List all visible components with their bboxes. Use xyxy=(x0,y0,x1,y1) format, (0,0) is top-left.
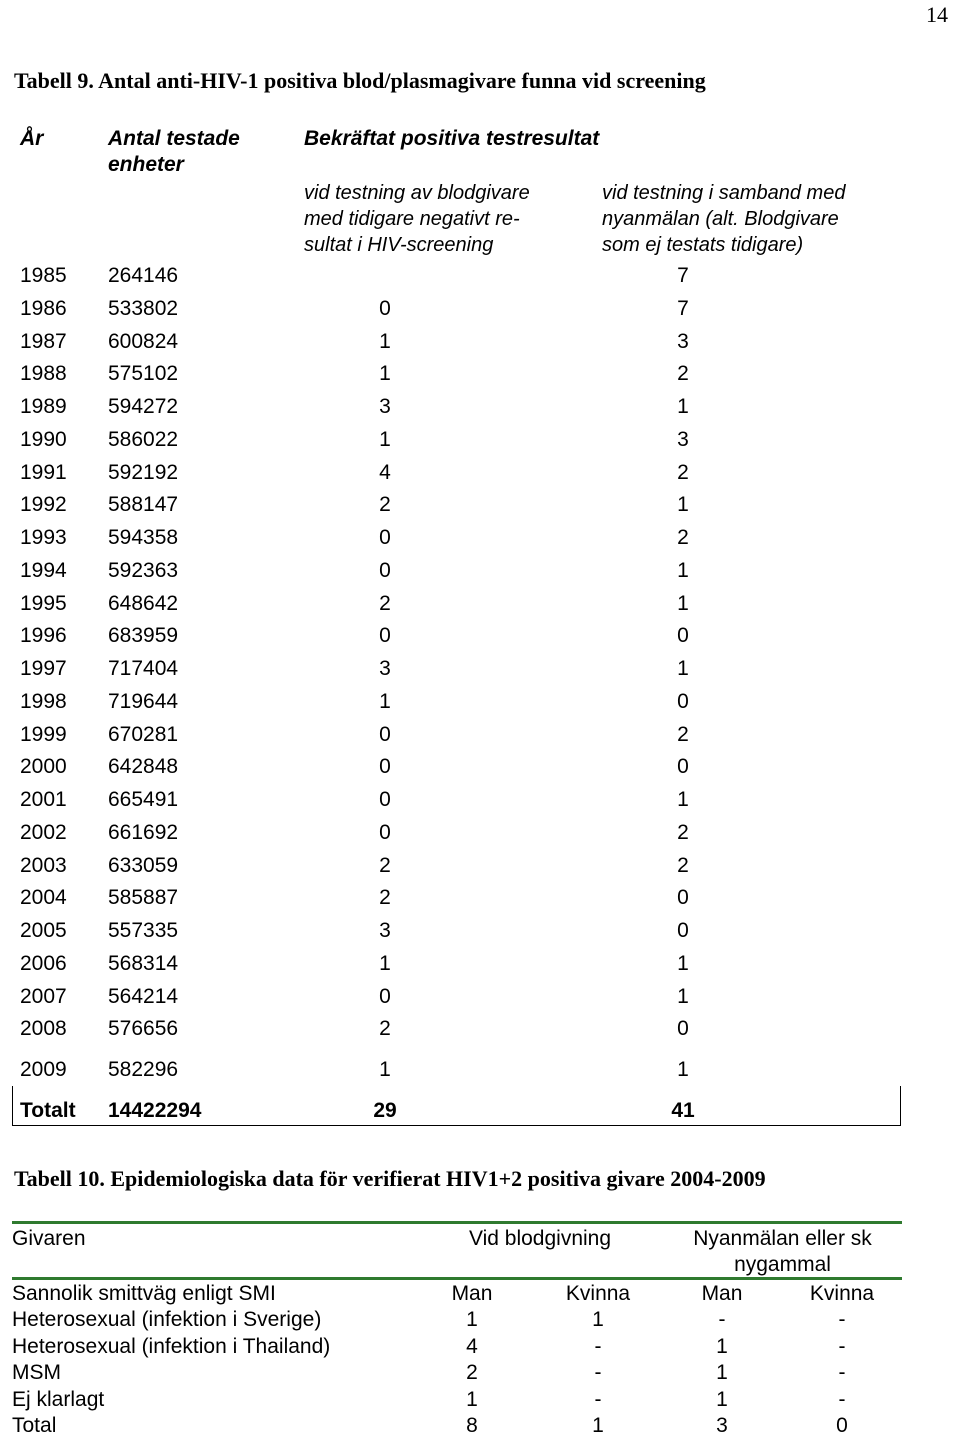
t10-subheader-man2: Man xyxy=(701,1282,743,1305)
row-units: 576656 xyxy=(108,1017,179,1041)
t10-row-kvinna2: 0 xyxy=(836,1414,848,1437)
row-year: 2004 xyxy=(20,886,67,910)
row-confirmed-nyanmalan: 0 xyxy=(677,1017,689,1041)
row-confirmed-screening: 3 xyxy=(379,919,391,942)
row-units: 557335 xyxy=(108,919,179,942)
t10-header-nyanmalan-line2: nygammal xyxy=(734,1253,831,1276)
row-year: 2001 xyxy=(20,788,67,811)
row-units: 594358 xyxy=(108,526,179,549)
row-confirmed-screening: 0 xyxy=(379,755,391,779)
row-year: 1985 xyxy=(20,264,67,287)
subheader-2-line3: som ej testats tidigare) xyxy=(602,234,804,256)
row-confirmed-screening: 1 xyxy=(379,1058,391,1081)
header-year: År xyxy=(20,127,44,150)
t10-row-kvinna2: - xyxy=(838,1308,846,1331)
row-confirmed-screening: 1 xyxy=(379,362,391,386)
row-year: 1989 xyxy=(20,395,67,418)
t10-row-label: Total xyxy=(12,1414,57,1437)
row-confirmed-nyanmalan: 7 xyxy=(677,296,689,320)
row-confirmed-screening: 0 xyxy=(379,558,391,582)
row-confirmed-screening: 0 xyxy=(379,820,391,844)
row-confirmed-nyanmalan: 2 xyxy=(677,722,689,746)
row-units: 533802 xyxy=(108,296,179,320)
row-confirmed-nyanmalan: 2 xyxy=(677,853,689,877)
row-confirmed-screening: 0 xyxy=(379,296,391,320)
row-units: 648642 xyxy=(108,591,179,615)
row-confirmed-nyanmalan: 1 xyxy=(677,984,689,1008)
t10-row-kvinna2: - xyxy=(838,1387,846,1411)
row-confirmed-nyanmalan: 1 xyxy=(677,493,689,517)
row-confirmed-nyanmalan: 0 xyxy=(677,755,689,779)
row-units: 670281 xyxy=(108,722,179,746)
row-confirmed-nyanmalan: 0 xyxy=(677,624,689,648)
row-units: 633059 xyxy=(108,853,179,877)
t10-row-kvinna1: 1 xyxy=(592,1308,604,1331)
row-confirmed-screening: 2 xyxy=(379,493,391,517)
t10-header-givaren: Givaren xyxy=(12,1227,86,1250)
t10-row-man2: 1 xyxy=(716,1334,728,1358)
row-units: 582296 xyxy=(108,1058,179,1081)
row-year: 1996 xyxy=(20,624,67,648)
row-units: 264146 xyxy=(108,264,179,287)
t10-row-kvinna1: - xyxy=(594,1361,602,1384)
row-year: 1994 xyxy=(20,558,67,582)
row-units: 592363 xyxy=(108,558,179,582)
t10-row-label: Heterosexual (infektion i Sverige) xyxy=(12,1308,322,1331)
header-units-line2: enheter xyxy=(108,153,184,176)
t10-row-kvinna2: - xyxy=(838,1334,846,1358)
row-confirmed-screening: 1 xyxy=(379,427,391,451)
row-confirmed-screening: 2 xyxy=(379,886,391,910)
row-confirmed-nyanmalan: 1 xyxy=(677,657,689,680)
t10-subheader-man1: Man xyxy=(451,1282,493,1305)
row-confirmed-nyanmalan: 2 xyxy=(677,526,689,549)
row-year: 2000 xyxy=(20,755,67,779)
t10-row-man2: - xyxy=(718,1308,726,1331)
row-year: 1993 xyxy=(20,526,67,549)
row-confirmed-screening: 3 xyxy=(379,395,391,418)
t10-row-man1: 4 xyxy=(466,1334,478,1358)
row-confirmed-nyanmalan: 0 xyxy=(677,886,689,910)
row-year: 2002 xyxy=(20,820,67,844)
t10-row-kvinna1: - xyxy=(594,1387,602,1411)
page-number: 14 xyxy=(926,2,948,27)
row-units: 568314 xyxy=(108,951,179,975)
row-year: 1991 xyxy=(20,460,67,484)
row-confirmed-nyanmalan: 1 xyxy=(677,591,689,615)
total-box-bottom xyxy=(12,1125,901,1126)
row-year: 1995 xyxy=(20,591,67,615)
subheader-1-line3: sultat i HIV-screening xyxy=(304,234,494,256)
row-confirmed-nyanmalan: 3 xyxy=(677,427,689,451)
row-year: 2007 xyxy=(20,984,67,1008)
row-units: 600824 xyxy=(108,329,179,353)
row-units: 642848 xyxy=(108,755,179,779)
row-confirmed-screening: 2 xyxy=(379,1017,391,1041)
row-year: 1990 xyxy=(20,427,67,451)
header-units-line1: Antal testade xyxy=(108,127,240,150)
row-units: 585887 xyxy=(108,886,179,910)
row-confirmed-nyanmalan: 1 xyxy=(677,395,689,418)
row-year: 2005 xyxy=(20,919,67,942)
row-units: 588147 xyxy=(108,493,179,517)
subheader-1-line1: vid testning av blodgivare xyxy=(304,182,530,204)
row-confirmed-nyanmalan: 3 xyxy=(677,329,689,353)
total-label: Totalt xyxy=(20,1099,76,1122)
row-units: 719644 xyxy=(108,689,179,713)
t10-row-man1: 2 xyxy=(466,1361,478,1384)
total-v1: 29 xyxy=(373,1099,397,1122)
row-year: 1986 xyxy=(20,296,67,320)
row-year: 2006 xyxy=(20,951,67,975)
row-units: 594272 xyxy=(108,395,179,418)
row-year: 1998 xyxy=(20,689,67,713)
row-year: 1997 xyxy=(20,657,67,680)
row-units: 575102 xyxy=(108,362,179,386)
row-units: 592192 xyxy=(108,460,179,484)
t10-row-kvinna1: 1 xyxy=(592,1414,604,1437)
subheader-2-line2: nyanmälan (alt. Blodgivare xyxy=(602,208,839,230)
t10-header-vid-blodgivning: Vid blodgivning xyxy=(468,1227,612,1250)
row-confirmed-nyanmalan: 1 xyxy=(677,788,689,811)
row-year: 1987 xyxy=(20,329,67,353)
row-confirmed-nyanmalan: 0 xyxy=(677,689,689,713)
t10-row-man1: 1 xyxy=(466,1308,478,1331)
table10-caption: Tabell 10. Epidemiologiska data för verifierat HIV1+2 positiva givare 2004-2009 xyxy=(14,1166,766,1191)
subheader-1-line2: med tidigare negativt re- xyxy=(304,208,520,230)
header-confirmed: Bekräftat positiva testresultat xyxy=(304,127,600,150)
row-confirmed-nyanmalan: 2 xyxy=(677,820,689,844)
row-units: 665491 xyxy=(108,788,179,811)
t10-row-label: Ej klarlagt xyxy=(12,1387,105,1411)
row-confirmed-screening: 0 xyxy=(379,526,391,549)
t10-row-label: MSM xyxy=(12,1361,61,1384)
t10-row-label: Heterosexual (infektion i Thailand) xyxy=(12,1334,331,1358)
row-year: 2003 xyxy=(20,853,67,877)
total-v2: 41 xyxy=(671,1099,695,1122)
row-confirmed-screening: 4 xyxy=(379,460,391,484)
row-confirmed-nyanmalan: 1 xyxy=(677,1058,689,1081)
total-box-right xyxy=(900,1086,901,1126)
t10-row-man2: 1 xyxy=(716,1361,728,1384)
total-units: 14422294 xyxy=(108,1099,202,1122)
row-confirmed-screening: 0 xyxy=(379,722,391,746)
row-units: 661692 xyxy=(108,820,179,844)
row-year: 1999 xyxy=(20,722,67,746)
row-confirmed-screening: 0 xyxy=(379,624,391,648)
table9-caption: Tabell 9. Antal anti-HIV-1 positiva blod/plasmagivare funna vid screening xyxy=(14,68,706,93)
t10-subheader-label: Sannolik smittväg enligt SMI xyxy=(12,1282,276,1305)
row-units: 564214 xyxy=(108,984,179,1008)
t10-row-kvinna2: - xyxy=(838,1361,846,1384)
row-confirmed-screening: 1 xyxy=(379,329,391,353)
row-confirmed-screening: 3 xyxy=(379,657,391,680)
row-year: 2009 xyxy=(20,1058,67,1081)
row-confirmed-nyanmalan: 2 xyxy=(677,460,689,484)
table10-rule-top xyxy=(12,1221,902,1224)
t10-header-nyanmalan-line1: Nyanmälan eller sk xyxy=(693,1227,872,1250)
row-confirmed-nyanmalan: 1 xyxy=(677,951,689,975)
t10-row-man1: 1 xyxy=(466,1387,478,1411)
row-year: 2008 xyxy=(20,1017,67,1041)
row-confirmed-nyanmalan: 2 xyxy=(677,362,689,386)
subheader-2-line1: vid testning i samband med xyxy=(602,182,846,204)
t10-subheader-kvinna2: Kvinna xyxy=(809,1282,875,1305)
row-units: 717404 xyxy=(108,657,179,680)
row-year: 1992 xyxy=(20,493,67,517)
total-box-left xyxy=(12,1086,13,1126)
row-confirmed-screening: 2 xyxy=(379,591,391,615)
t10-row-man1: 8 xyxy=(466,1414,478,1437)
row-units: 683959 xyxy=(108,624,179,648)
row-confirmed-screening: 2 xyxy=(379,853,391,877)
row-confirmed-nyanmalan: 1 xyxy=(677,558,689,582)
row-confirmed-nyanmalan: 0 xyxy=(677,919,689,942)
row-confirmed-nyanmalan: 7 xyxy=(677,264,689,287)
table10-rule-mid xyxy=(12,1277,902,1280)
row-confirmed-screening: 0 xyxy=(379,788,391,811)
row-confirmed-screening: 1 xyxy=(379,689,391,713)
row-confirmed-screening: 0 xyxy=(379,984,391,1008)
t10-row-man2: 3 xyxy=(716,1414,728,1437)
t10-row-man2: 1 xyxy=(716,1387,728,1411)
t10-row-kvinna1: - xyxy=(594,1334,602,1358)
t10-subheader-kvinna1: Kvinna xyxy=(565,1282,631,1305)
row-units: 586022 xyxy=(108,427,179,451)
row-year: 1988 xyxy=(20,362,67,386)
row-confirmed-screening: 1 xyxy=(379,951,391,975)
